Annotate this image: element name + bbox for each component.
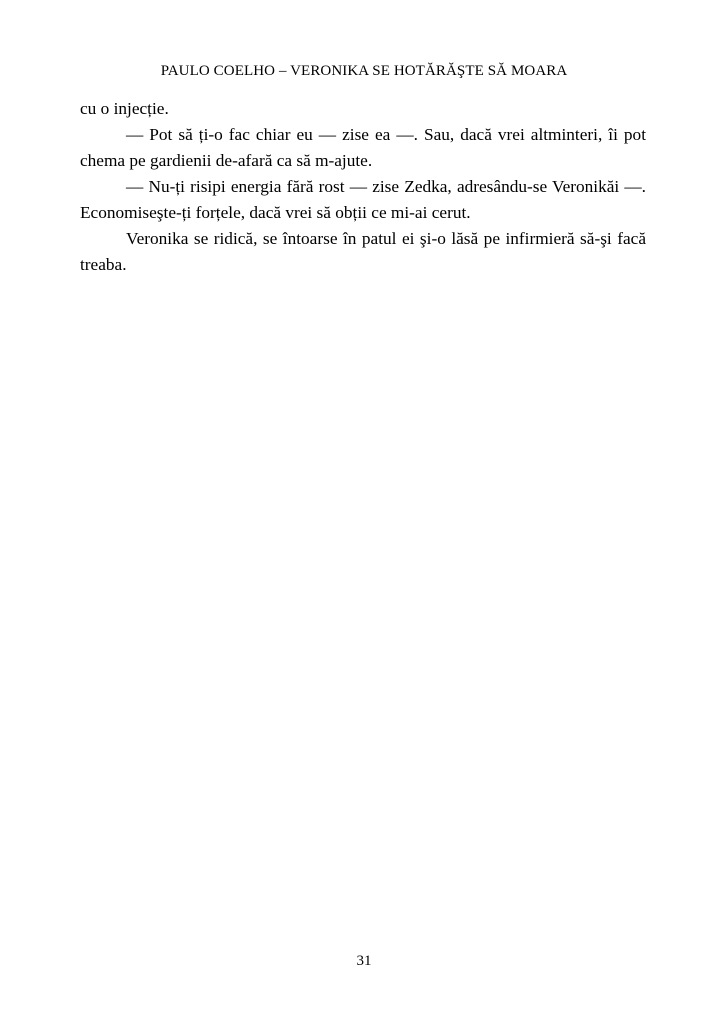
- page-number: 31: [356, 953, 372, 969]
- paragraph-continuation: cu o injecție.: [80, 99, 169, 118]
- paragraph-dialogue: — Pot să ți-o fac chiar eu — zise ea —. Sau, dacă vrei altminteri, îi pot chema pe gardienii de-afară ca să m-ajute.: [80, 125, 646, 170]
- paragraph-narration: Veronika se ridică, se întoarse în patul ei şi-o lăsă pe infirmieră să-şi facă treaba.: [80, 229, 646, 274]
- paragraph-dialogue: — Nu-ți risipi energia fără rost — zise Zedka, adresându-se Veronikăi —. Economiseşte-ți forțele, dacă vrei să obții ce mi-ai cerut.: [80, 177, 646, 222]
- running-header: PAULO COELHO – VERONIKA SE HOTĂRĂŞTE SĂ MOARA: [160, 63, 568, 79]
- body-text: [80, 96, 646, 278]
